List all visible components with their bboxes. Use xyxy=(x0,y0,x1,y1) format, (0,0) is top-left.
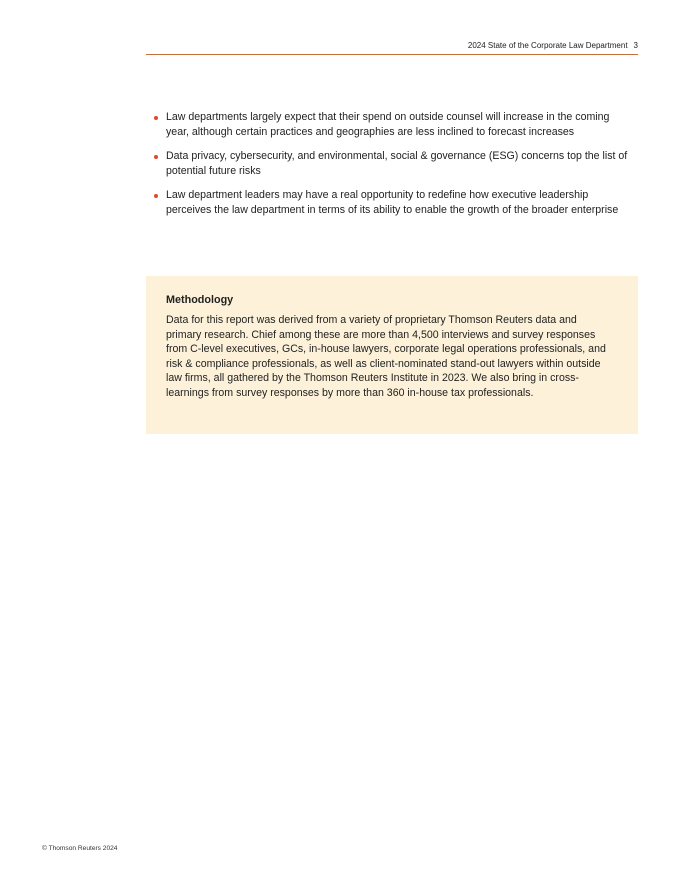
methodology-box xyxy=(146,276,638,434)
methodology-body: Data for this report was derived from a variety of proprietary Thomson Reuters data and primary research. Chief among these are more than 4,500 interviews and survey responses from C-level executives, GCs, in-house lawyers, corporate legal operations professionals, and risk & compliance professionals, as well as client-nominated stand-out lawyers within outside law firms, all gathered by the Thomson Reuters Institute in 2023. We also bring in cross-learnings from survey responses by more than 360 in-house tax professionals. xyxy=(166,314,606,399)
bullet-icon xyxy=(154,194,158,198)
methodology-heading: Methodology xyxy=(166,294,234,306)
page-number: 3 xyxy=(633,41,638,50)
page-header xyxy=(146,40,638,55)
bullet-icon xyxy=(154,155,158,159)
list-item xyxy=(154,110,634,140)
list-item xyxy=(154,149,634,179)
key-findings-list xyxy=(154,110,634,227)
copyright-footer: © Thomson Reuters 2024 xyxy=(42,845,118,852)
list-item xyxy=(154,188,634,218)
list-item-text: Law department leaders may have a real opportunity to redefine how executive leadership perceives the law department in terms of its ability to enable the growth of the broader enterprise xyxy=(166,189,619,216)
bullet-icon xyxy=(154,116,158,120)
list-item-text: Law departments largely expect that their spend on outside counsel will increase in the coming year, although certain practices and geographies are less inclined to forecast increases xyxy=(166,111,610,138)
report-title: 2024 State of the Corporate Law Department xyxy=(467,41,628,50)
list-item-text: Data privacy, cybersecurity, and environmental, social & governance (ESG) concerns top the list of potential future risks xyxy=(166,150,628,177)
